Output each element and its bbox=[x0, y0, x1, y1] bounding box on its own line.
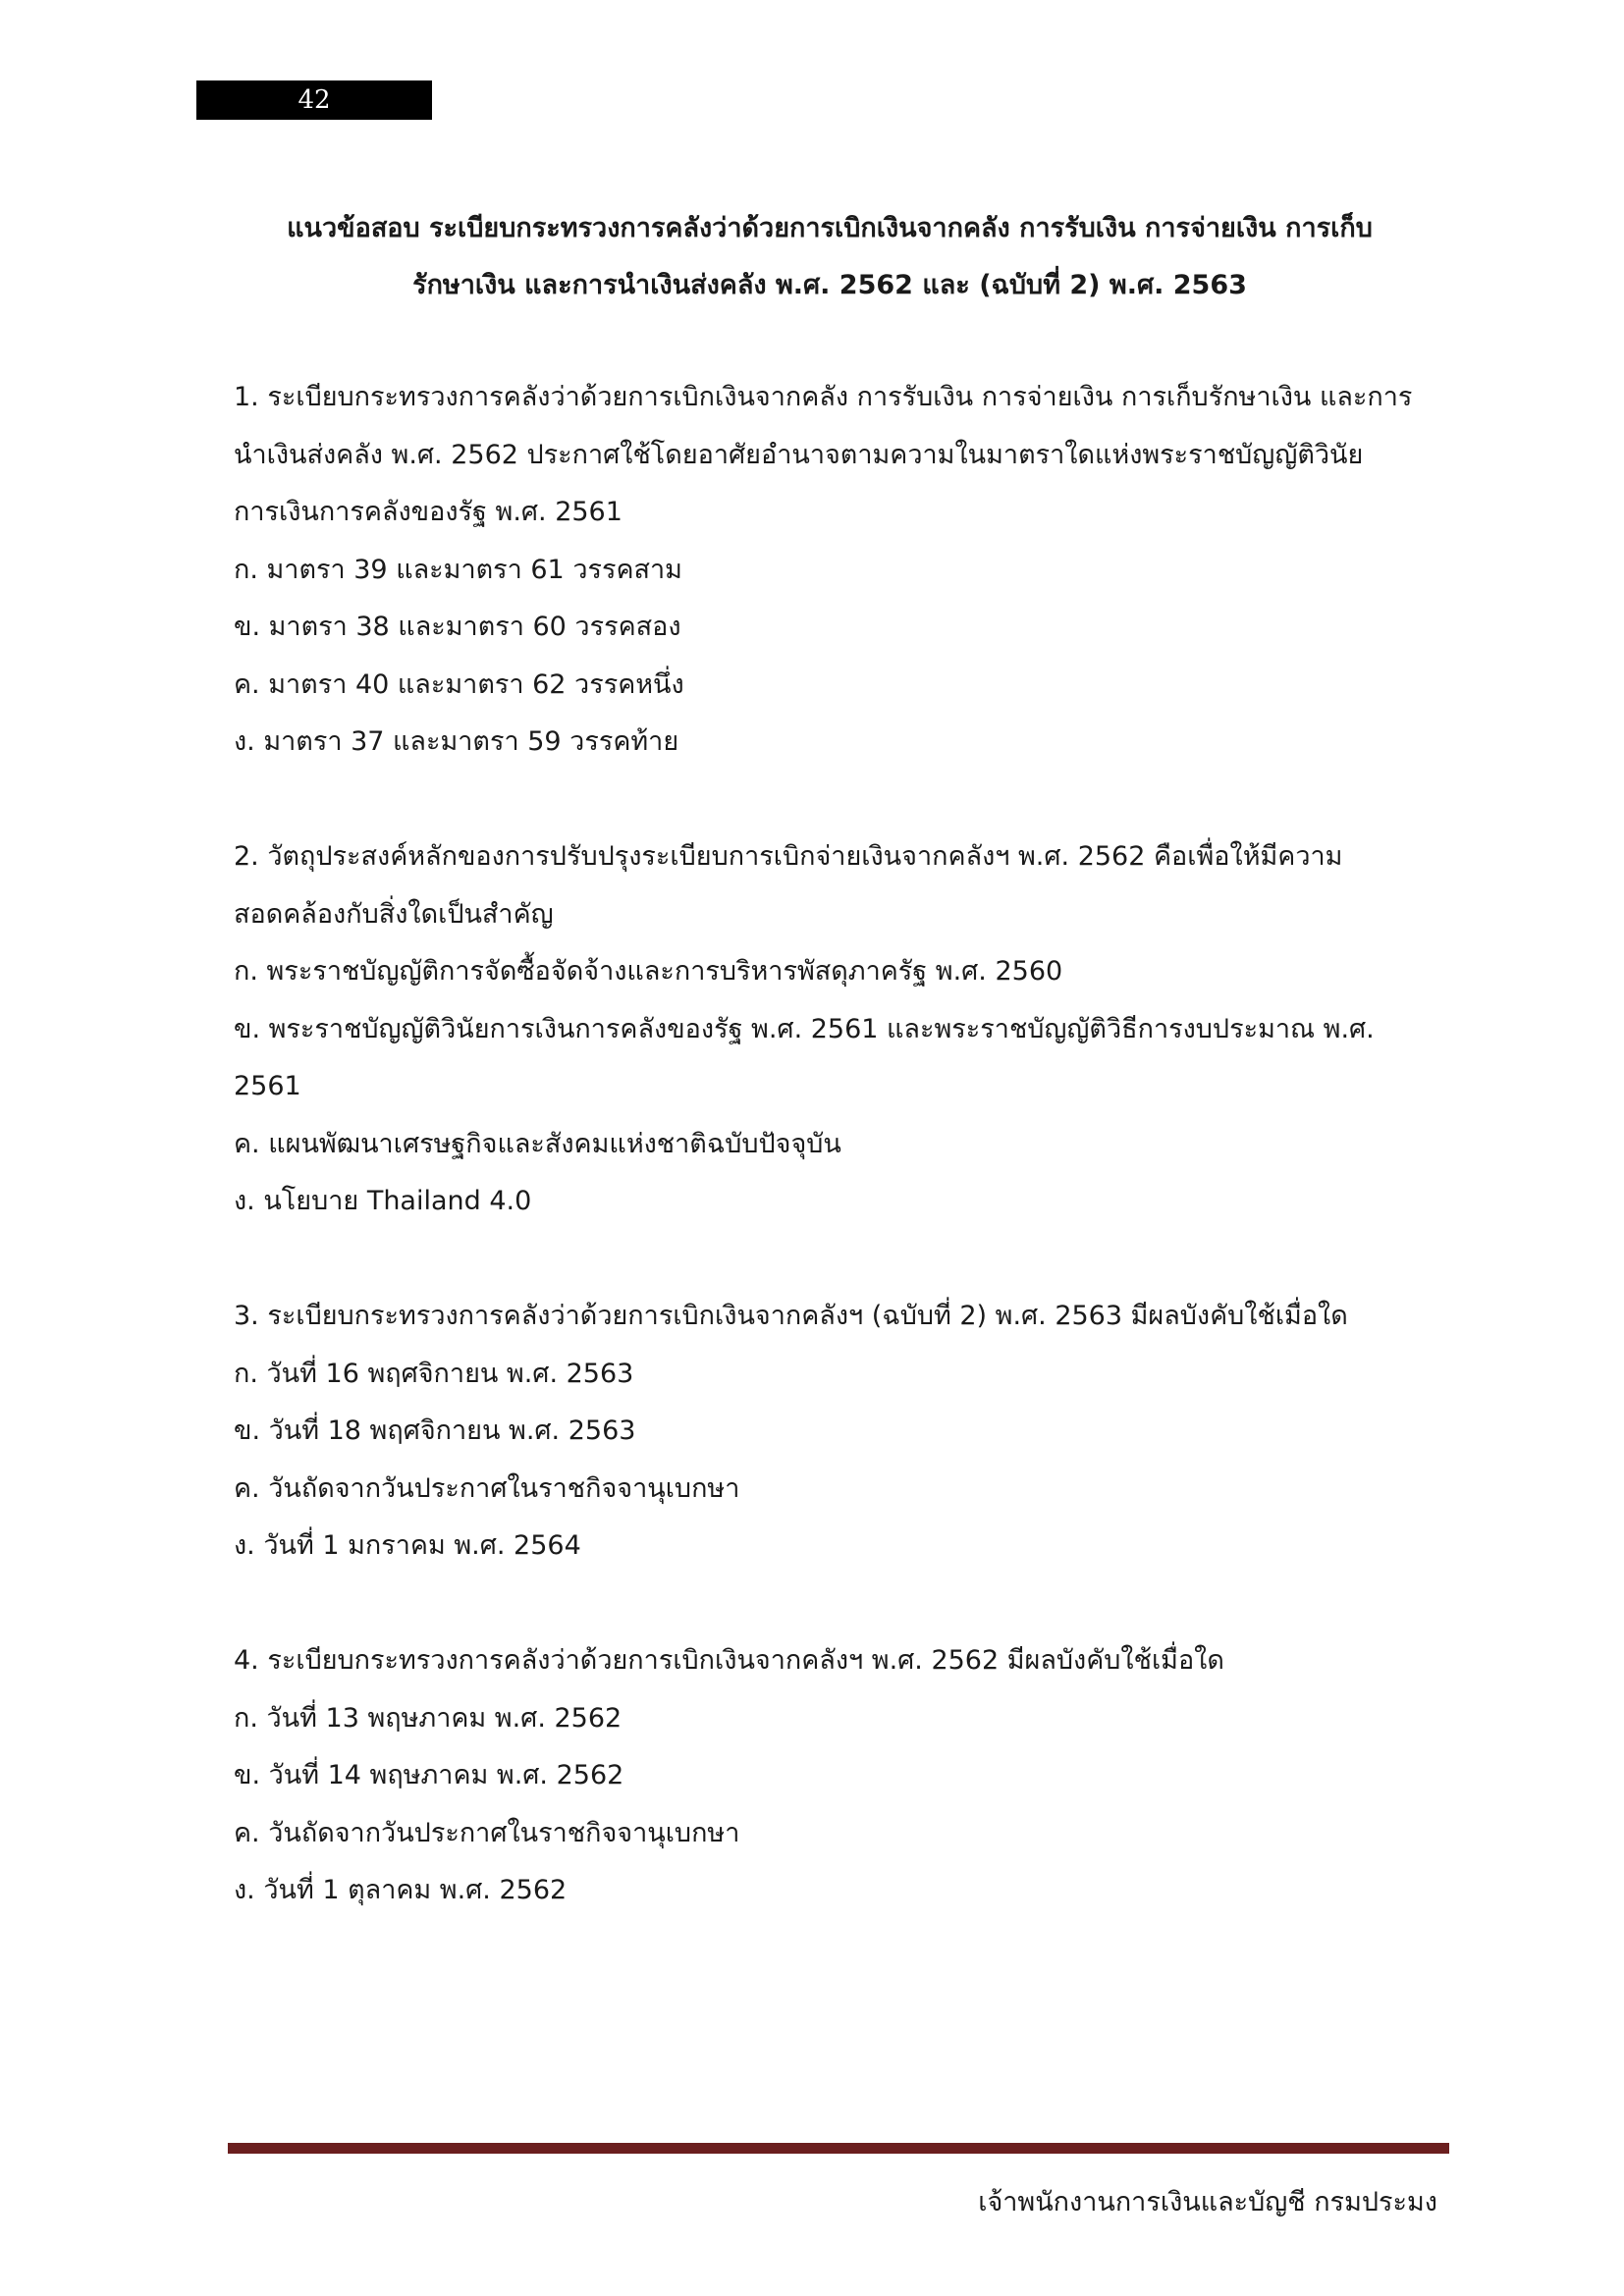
choice-kho-continued: 2561 bbox=[234, 1071, 301, 1101]
footer-department: เจ้าพนักงานการเงินและบัญชี กรมประมง bbox=[978, 2187, 1437, 2217]
choice-ko: ก. พระราชบัญญัติการจัดซื้อจัดจ้างและการบริหารพัสดุภาครัฐ พ.ศ. 2560 bbox=[234, 956, 1063, 987]
question-stem: สอดคล้องกับสิ่งใดเป็นสำคัญ bbox=[234, 898, 554, 930]
choice-ngo: ง. นโยบาย Thailand 4.0 bbox=[234, 1186, 532, 1216]
choice-kho-khwai: ค. วันถัดจากวันประกาศในราชกิจจานุเบกษา bbox=[234, 1472, 740, 1504]
question-2 bbox=[234, 828, 1451, 1231]
question-3 bbox=[234, 1288, 1451, 1575]
choice-ngo: ง. วันที่ 1 ตุลาคม พ.ศ. 2562 bbox=[234, 1875, 568, 1905]
choice-kho-khwai: ค. แผนพัฒนาเศรษฐกิจและสังคมแห่งชาติฉบับปัจจุบัน bbox=[234, 1128, 841, 1159]
footer-divider bbox=[228, 2143, 1449, 2154]
choice-kho: ข. วันที่ 14 พฤษภาคม พ.ศ. 2562 bbox=[234, 1760, 624, 1790]
question-stem: 3. ระเบียบกระทรวงการคลังว่าด้วยการเบิกเงินจากคลังฯ (ฉบับที่ 2) พ.ศ. 2563 มีผลบังคับใช้เมื่อใด bbox=[234, 1301, 1348, 1331]
question-1 bbox=[234, 369, 1451, 772]
question-stem: 2. วัตถุประสงค์หลักของการปรับปรุงระเบียบการเบิกจ่ายเงินจากคลังฯ พ.ศ. 2562 คือเพื่อให้มีความ bbox=[234, 841, 1343, 872]
document-title bbox=[226, 200, 1434, 314]
question-stem: นำเงินส่งคลัง พ.ศ. 2562 ประกาศใช้โดยอาศัยอำนาจตามความในมาตราใดแห่งพระราชบัญญัติวินัย bbox=[234, 439, 1364, 470]
choice-kho: ข. พระราชบัญญัติวินัยการเงินการคลังของรัฐ พ.ศ. 2561 และพระราชบัญญัติวิธีการงบประมาณ พ.ศ. bbox=[234, 1013, 1375, 1044]
choice-kho-khwai: ค. มาตรา 40 และมาตรา 62 วรรคหนึ่ง bbox=[234, 668, 684, 700]
choice-kho: ข. มาตรา 38 และมาตรา 60 วรรคสอง bbox=[234, 612, 681, 642]
choice-ngo: ง. มาตรา 37 และมาตรา 59 วรรคท้าย bbox=[234, 726, 679, 757]
title-line-1: แนวข้อสอบ ระเบียบกระทรวงการคลังว่าด้วยการเบิกเงินจากคลัง การรับเงิน การจ่ายเงิน การเก็บ bbox=[287, 213, 1373, 243]
question-list bbox=[234, 369, 1451, 1920]
question-stem: 1. ระเบียบกระทรวงการคลังว่าด้วยการเบิกเงินจากคลัง การรับเงิน การจ่ายเงิน การเก็บรักษาเงิน และการ bbox=[234, 382, 1413, 412]
title-line-2: รักษาเงิน และการนำเงินส่งคลัง พ.ศ. 2562 และ (ฉบับที่ 2) พ.ศ. 2563 bbox=[412, 270, 1247, 300]
choice-ko: ก. วันที่ 13 พฤษภาคม พ.ศ. 2562 bbox=[234, 1702, 623, 1734]
choice-kho-khwai: ค. วันถัดจากวันประกาศในราชกิจจานุเบกษา bbox=[234, 1817, 740, 1848]
choice-ko: ก. วันที่ 16 พฤศจิกายน พ.ศ. 2563 bbox=[234, 1358, 634, 1389]
choice-ngo: ง. วันที่ 1 มกราคม พ.ศ. 2564 bbox=[234, 1530, 581, 1561]
choice-ko: ก. มาตรา 39 และมาตรา 61 วรรคสาม bbox=[234, 554, 682, 585]
question-stem: การเงินการคลังของรัฐ พ.ศ. 2561 bbox=[234, 497, 623, 527]
question-4 bbox=[234, 1632, 1451, 1920]
page-number: 42 bbox=[196, 80, 432, 120]
choice-kho: ข. วันที่ 18 พฤศจิกายน พ.ศ. 2563 bbox=[234, 1415, 636, 1446]
question-stem: 4. ระเบียบกระทรวงการคลังว่าด้วยการเบิกเงินจากคลังฯ พ.ศ. 2562 มีผลบังคับใช้เมื่อใด bbox=[234, 1645, 1224, 1676]
